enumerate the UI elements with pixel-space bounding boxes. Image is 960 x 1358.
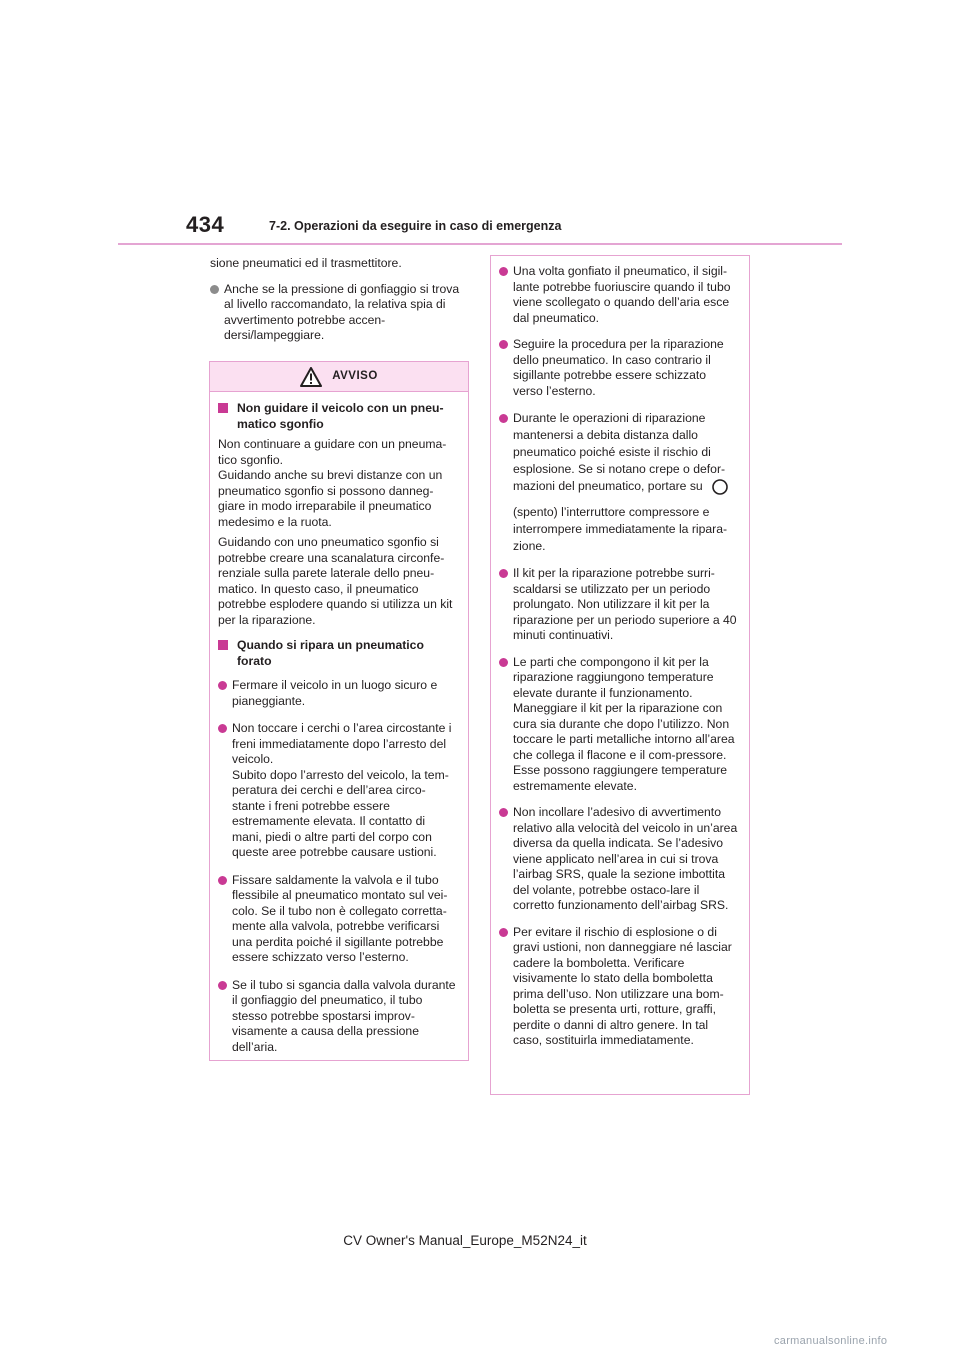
square-marker-icon [218, 403, 228, 413]
footer [0, 1233, 960, 1248]
warning-bullet [218, 678, 458, 709]
warning-title: AVVISO [332, 369, 378, 382]
bullet-text: Fissare saldamente la valvola e il tubo flessibile al pneumatico montato sul vei-colo. Se il tubo non è collegato corretta-mente alla valvola, potrebbe verificarsi una perdita poiché il sigillante potrebbe essere schizzato verso l’esterno. [232, 872, 448, 964]
warning-bullet [218, 721, 458, 861]
section-title: 7-2. Operazioni da eseguire in caso di emergenza [269, 219, 562, 233]
bullet-text: Non incollare l’adesivo di avvertimento relativo alla velocità del veicolo in un’area diversa da quella indicata. Se l’adesivo viene applicato nell’area in cui si trova l’airbag SRS, quale la sezione imbottita del volante, potrebbe ostaco-lare il corretto funzionamento dell’airbag SRS. [513, 805, 738, 912]
warning-triangle-icon [300, 367, 322, 387]
bullet-dot-icon [499, 414, 508, 423]
header-rule [118, 243, 842, 245]
caution-bullet [499, 655, 739, 795]
warning-paragraph: Non continuare a guidare con un pneuma-tico sgonfio. [218, 437, 447, 467]
bullet-dot-icon [499, 340, 508, 349]
bullet-text: Se il tubo si sgancia dalla valvola durante il gonfiaggio del pneumatico, il tubo stesso potrebbe spostarsi improv-visamente a causa della pressione dell’aria. [232, 977, 456, 1054]
bullet-text: Seguire la procedura per la riparazione dello pneumatico. In caso contrario il sigillante potrebbe essere schizzato verso l’esterno. [513, 337, 724, 398]
bullet-dot-icon [218, 981, 227, 990]
left-text-column [210, 256, 468, 354]
warning-heading [218, 401, 458, 432]
watermark[interactable]: carmanualsonline.info [774, 1335, 888, 1347]
warning-bullet [218, 873, 458, 966]
bullet-text: Subito dopo l’arresto del veicolo, la tem-peratura dei cerchi e dell’area circo-stante i freni potrebbe essere estremamente elevata. Il contatto di mani, piedi o altre parti del corpo con queste aree potrebbe causare ustioni. [232, 767, 449, 859]
bullet-dot-icon [218, 681, 227, 690]
bullet-dot-icon [499, 267, 508, 276]
heading-text: Non guidare il veicolo con un pneu-matico sgonfio [237, 401, 444, 431]
power-off-icon [711, 478, 729, 496]
square-marker-icon [218, 640, 228, 650]
bullet-text: Le parti che compongono il kit per la riparazione raggiungono temperature elevate durante il funzionamento. Maneggiare il kit per la riparazione con cura sia durante che dopo l’utilizzo. Non toccare le parti metalliche intorno all’area che collega il flacone e il com-pressore. Esse possono raggiungere temperature estremamente elevate. [513, 654, 735, 793]
bullet-dot-icon [210, 285, 219, 294]
caution-bullet [499, 264, 739, 326]
heading-text: Quando si ripara un pneumatico forato [237, 638, 424, 668]
bullet-text: Il kit per la riparazione potrebbe surri-scaldarsi se utilizzato per un periodo prolungato. Non utilizzare il kit per la riparazione per un periodo superiore a 40 minuti continuativi. [513, 566, 737, 642]
warning-paragraph: Guidando con uno pneumatico sgonfio si potrebbe creare una scanalatura circonfe-renziale sulla parete laterale dello pneu-matico. In questo caso, il pneumatico potrebbe esplodere quando si utilizza un kit per la riparazione. [218, 535, 453, 627]
bullet-text: (spento) l’interruttore compressore e interrompere immediatamente la ripara-zione. [513, 505, 728, 553]
caution-bullet [499, 410, 739, 555]
warning-paragraph: Guidando anche su brevi distanze con un pneumatico sgonfio si possono danneg-giare in modo irreparabile il pneumatico medesimo e la ruota. [218, 468, 443, 529]
bullet-text: Anche se la pressione di gonfiaggio si trova al livello raccomandato, la relativa spia di avvertimento potrebbe accen-dersi/lampeggiare. [224, 281, 460, 342]
bullet-text: Una volta gonfiato il pneumatico, il sigil-lante potrebbe fuoriuscire quando il tubo viene scollegato o quando dell’aria esce dal pneumatico. [513, 264, 731, 325]
caution-bullet [499, 337, 739, 399]
bullet-dot-icon [499, 569, 508, 578]
bullet-dot-icon [499, 808, 508, 817]
bullet-dot-icon [218, 724, 227, 733]
bullet-dot-icon [218, 876, 227, 885]
caution-bullet [499, 805, 739, 914]
manual-name: CV Owner's Manual_Europe_M52N24_it [343, 1233, 587, 1248]
bullet-text: Per evitare il rischio di esplosione o di gravi ustioni, non danneggiare né lasciar cadere la bomboletta. Verificare visivamente lo stato della bomboletta prima dell’uso. Non utilizzare una bom-boletta se presenta urti, rotture, graffi, perdite o danni di altro genere. In tal caso, sostituirla immediatamente. [513, 924, 732, 1047]
page-number: 434 [186, 212, 225, 237]
bullet-text: Non toccare i cerchi o l’area circostante i freni immediatamente dopo l’arresto del veicolo. [232, 721, 452, 766]
bullet-dot-icon [499, 928, 508, 937]
warning-box [209, 361, 469, 1061]
left-paragraph: sione pneumatici ed il trasmettitore. [210, 256, 402, 270]
bullet-dot-icon [499, 658, 508, 667]
bullet-text: Fermare il veicolo in un luogo sicuro e pianeggiante. [232, 678, 438, 708]
warning-bullet [218, 978, 458, 1056]
warning-heading [218, 638, 458, 669]
caution-bullet [499, 925, 739, 1049]
warning-box-header [210, 362, 468, 392]
caution-continuation-box [490, 255, 750, 1095]
caution-bullet [499, 566, 739, 644]
bullet-text: Durante le operazioni di riparazione mantenersi a debita distanza dallo pneumatico poiché esiste il rischio di esplosione. Se si notano crepe o defor-mazioni del pneumatico, portare su [513, 411, 726, 494]
left-bullet [210, 282, 468, 344]
warning-box-body [210, 392, 468, 1055]
